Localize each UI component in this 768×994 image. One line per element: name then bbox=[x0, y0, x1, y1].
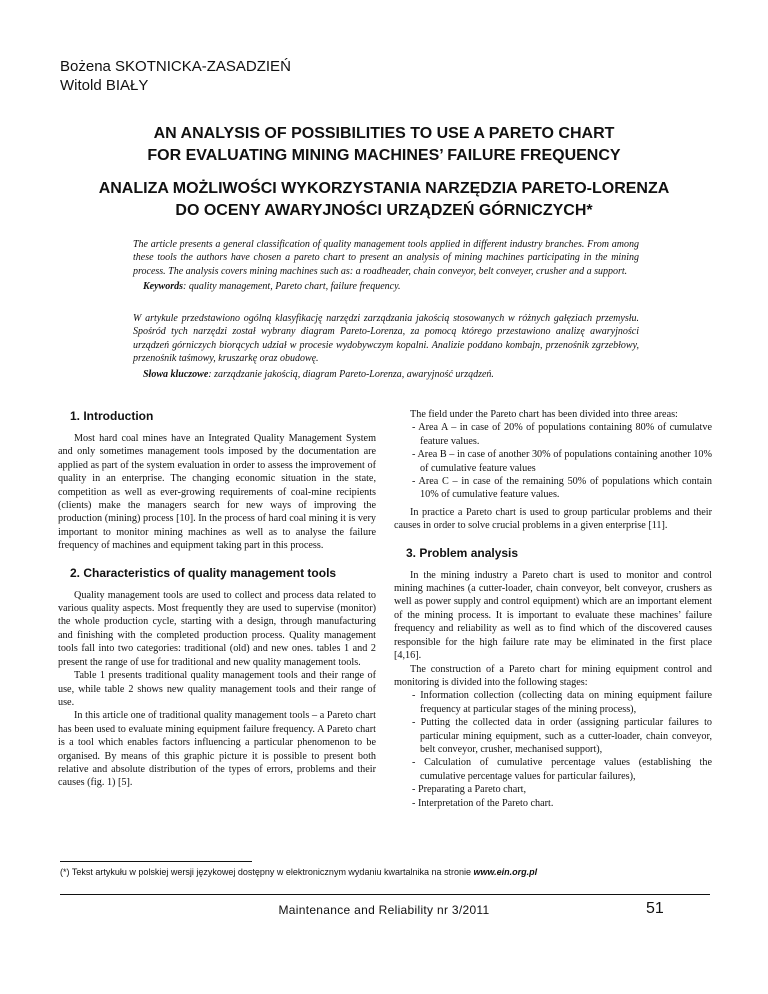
list-item: - Calculation of cumulative percentage values (establishing the cumulative percentage values for particular failures), bbox=[412, 757, 712, 782]
journal-name: Maintenance and Reliability nr 3/2011 bbox=[278, 903, 490, 917]
list-item: - Preparating a Pareto chart, bbox=[412, 784, 526, 796]
abstract-text: The article presents a general classification of quality management tools applied in different industry branches. From among these tools the authors have chosen a pareto chart to present an analysis of mining machines participating in the mining process. The analysis covers mining machines such as: a roadheader, chain conveyor, belt conveyer, crusher and a support. bbox=[133, 239, 639, 277]
list-item: - Information collection (collecting data on mining equipment failure frequency at particular stages of the mining process), bbox=[412, 690, 712, 715]
keywords-text: : zarządzanie jakością, diagram Pareto-Lorenza, awaryjność urządzeń. bbox=[208, 368, 494, 380]
abstract-english bbox=[133, 238, 639, 294]
footer-divider bbox=[60, 894, 710, 895]
keywords-label: Słowa kluczowe bbox=[143, 368, 209, 380]
abstract-text: W artykule przedstawiono ogólną klasyfikację narzędzi zarządzania jakością stosowanych w różnych gałęziach przemysłu. Spośród tych narzędzi został wybrany diagram Pareto-Lorenza, za pomocą którego przestawiono analizę awaryjności urządzeń górniczych biorących udział w procesie wydobywczym kopalni. Analizie poddano kombajn, przenośnik zgrzebłowy, przenośnik taśmowy, kruszarkę oraz obudowę. bbox=[133, 313, 639, 365]
footnote-divider bbox=[60, 861, 252, 862]
paragraph: The field under the Pareto chart has been divided into three areas: bbox=[410, 409, 678, 420]
footnote-link[interactable]: www.ein.org.pl bbox=[473, 867, 538, 877]
title-line: FOR EVALUATING MINING MACHINES’ FAILURE FREQUENCY bbox=[147, 147, 621, 164]
keywords bbox=[143, 280, 639, 293]
footnote bbox=[60, 866, 537, 878]
footnote-text: (*) Tekst artykułu w polskiej wersji językowej dostępny w elektronicznym wydaniu kwartalnika na stronie bbox=[60, 867, 474, 877]
paragraph: In practice a Pareto chart is used to group particular problems and their causes in order to solve crucial problems in a given enterprise [11]. bbox=[394, 506, 712, 532]
paragraph: Most hard coal mines have an Integrated Quality Management System and only sometimes management tools imposed by the documentation are applied as part of the system evaluation in order to assess the improvement of quality in an enterprise. The changing economic situation in the state, competition as well as ever-growing requirements of coal-mine recipients (clients) make the managers search for new ways of improving the production (mining) process [10]. In the process of hard coal mining it is very important to monitor mining machines as well as to analyse the failure frequency of machines and equipment taking part in this process. bbox=[58, 433, 376, 552]
paragraph: In this article one of traditional quality management tools – a Pareto chart has been used to evaluate mining equipment failure frequency. A Pareto chart is a tool which enables factors influencing a particular phenomenon to be organised. By means of this graphic picture it is possible to present both relative and absolute distribution of the types of errors, problems and their causes (fig. 1) [5]. bbox=[58, 710, 376, 789]
list-item: - Putting the collected data in order (assigning particular failures to particular mining equipment, such as a cutter-loader, chain conveyor, belt conveyor, crusher, mechanised support), bbox=[412, 717, 712, 755]
right-column bbox=[394, 408, 712, 810]
abstract-polish bbox=[133, 312, 639, 381]
title-line: ANALIZA MOŻLIWOŚCI WYKORZYSTANIA NARZĘDZIA PARETO-LORENZA bbox=[98, 180, 670, 197]
keywords-text: : quality management, Pareto chart, failure frequency. bbox=[183, 281, 401, 293]
left-column bbox=[58, 408, 376, 790]
section-heading: 1. Introduction bbox=[70, 409, 154, 423]
section-heading: 2. Characteristics of quality management tools bbox=[70, 565, 337, 580]
paragraph: In the mining industry a Pareto chart is used to monitor and control mining machines (a cutter-loader, chain conveyor, belt conveyor, crushers as well as power supply and control equipment) which are an important element of the mining process. It is important to evaluate these machines’ failure frequency and reliability as well as to find which of the discovered causes responsible for the high failure rate may be eliminated in the first place [4,16]. bbox=[394, 569, 712, 662]
author-name: Witold BIAŁY bbox=[60, 77, 149, 94]
list-item: - Area B – in case of another 30% of populations containing another 10% of cumulative feature values bbox=[412, 449, 712, 474]
paragraph: Table 1 presents traditional quality management tools and their range of use, while table 2 shows new quality management tools and their range of use. bbox=[58, 670, 376, 708]
paragraph: Quality management tools are used to collect and process data related to various quality aspects. Most frequently they are used to supervise (monitor) the whole production cycle, starting with a design, through manufacturing and finishing with the completed production process. Quality management tools fall into two categories: traditional (old) and new ones. tables 1 and 2 present the range of use for traditional and new quality management tools. bbox=[58, 589, 376, 668]
paragraph: The construction of a Pareto chart for mining equipment control and monitoring is divided into the following stages: bbox=[394, 663, 712, 688]
keywords bbox=[143, 368, 639, 381]
title-english bbox=[30, 123, 738, 167]
section-heading: 3. Problem analysis bbox=[406, 545, 519, 560]
title-line: AN ANALYSIS OF POSSIBILITIES TO USE A PARETO CHART bbox=[153, 125, 615, 142]
list-item: - Interpretation of the Pareto chart. bbox=[412, 797, 554, 809]
author-name: Bożena SKOTNICKA-ZASADZIEŃ bbox=[60, 58, 291, 75]
page-number: 51 bbox=[646, 900, 664, 917]
author-list bbox=[60, 57, 291, 95]
title-polish bbox=[30, 178, 738, 222]
list-item: - Area C – in case of the remaining 50% of populations which contain 10% of cumulative feature values. bbox=[412, 476, 712, 501]
list-item: - Area A – in case of 20% of populations containing 80% of cumulatve feature values. bbox=[412, 422, 712, 447]
keywords-label: Keywords bbox=[143, 281, 183, 293]
title-line: DO OCENY AWARYJNOŚCI URZĄDZEŃ GÓRNICZYCH* bbox=[175, 202, 593, 219]
